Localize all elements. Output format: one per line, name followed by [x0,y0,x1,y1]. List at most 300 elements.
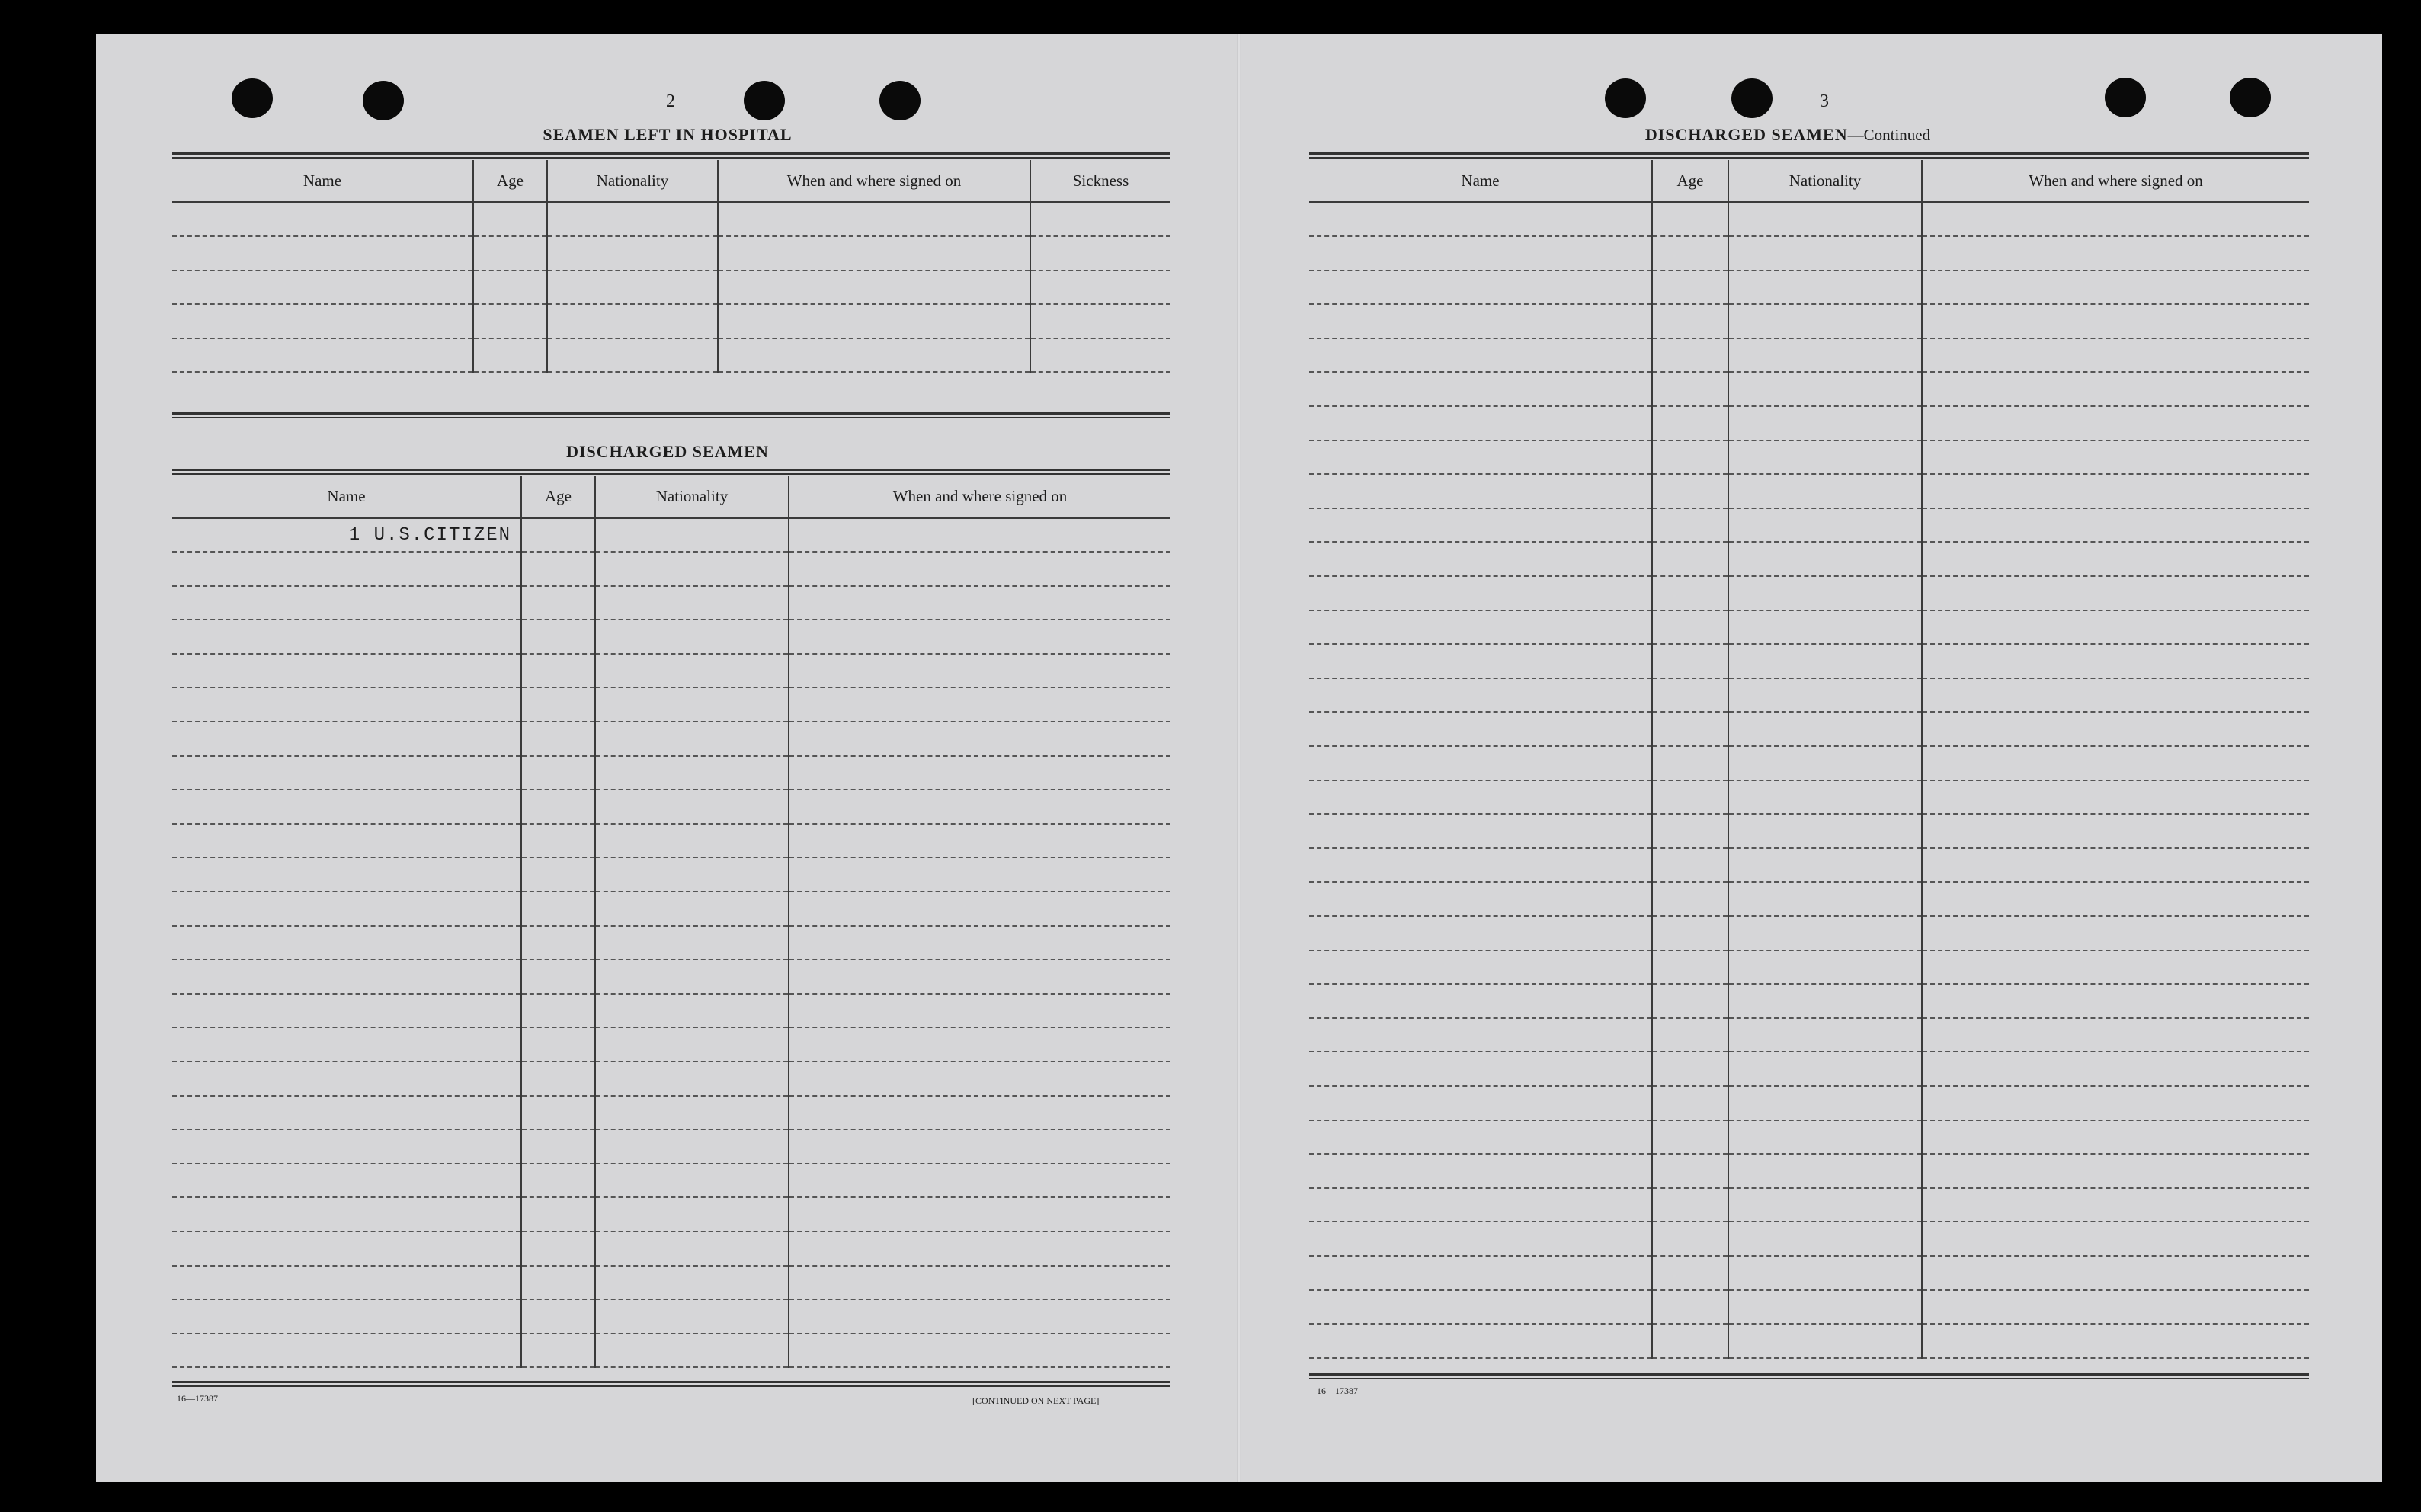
table-cell-signed_on [789,1197,1170,1232]
table-cell-age [521,1197,595,1232]
double-rule [172,412,1170,418]
table-cell-signed_on [789,654,1170,688]
table-cell-nationality [1728,236,1922,271]
table-cell-age [1652,610,1728,645]
table-cell-sickness [1030,236,1170,271]
table-row [172,1096,1170,1130]
table-cell-age [1652,576,1728,610]
table-cell-nationality [1728,372,1922,406]
table-cell-signed_on [718,304,1030,338]
table-cell-name [1309,916,1652,950]
table-cell-signed_on [1922,1222,2309,1256]
table-row [1309,950,2309,985]
table-row [172,1197,1170,1232]
table-row [172,1129,1170,1164]
table-row [172,790,1170,824]
table-cell-age [521,959,595,994]
table-cell-nationality [595,994,789,1028]
table-cell-nationality [1728,304,1922,338]
table-cell-name [1309,1052,1652,1086]
table-cell-name [172,236,473,271]
punch-hole-icon [744,81,785,120]
table-cell-signed_on [1922,984,2309,1018]
table-cell-signed_on [1922,1018,2309,1052]
table-cell-nationality [595,1232,789,1266]
table-cell-nationality [595,586,789,620]
table-cell-name [172,994,521,1028]
table-cell-name [172,1062,521,1096]
table-cell-age [521,1027,595,1062]
table-cell-nationality [1728,780,1922,815]
table-row [172,722,1170,756]
table-row [1309,678,2309,713]
table-cell-signed_on [1922,203,2309,237]
table-row [1309,1256,2309,1290]
table-cell-signed_on [1922,304,2309,338]
table-row [172,1334,1170,1368]
table-cell-name [1309,203,1652,237]
table-row [1309,1120,2309,1155]
table-cell-age [1652,1086,1728,1120]
table-cell-signed_on [1922,780,2309,815]
table-row [172,1299,1170,1334]
table-cell-nationality [1728,542,1922,576]
table-cell-signed_on [789,1027,1170,1062]
table-cell-nationality [595,959,789,994]
table-cell-name [1309,236,1652,271]
table-cell-name [1309,984,1652,1018]
table-cell-age [1652,712,1728,746]
table-header-row [172,160,1170,203]
table-cell-nationality [595,518,789,553]
table-cell-name [172,271,473,305]
table-cell-name [1309,712,1652,746]
table-row [1309,508,2309,543]
table-cell-age [521,518,595,553]
table-cell-signed_on [1922,1324,2309,1358]
table-cell-name [172,1129,521,1164]
table-cell-nationality [595,1197,789,1232]
column-header-age: Age [521,476,595,518]
table-cell-age [1652,1120,1728,1155]
table-cell-nationality [595,824,789,858]
table-cell-nationality [1728,916,1922,950]
table-cell-name [172,654,521,688]
table-cell-name [172,552,521,586]
column-header-name: Name [172,160,473,203]
table-cell-nationality [547,203,718,237]
table-row [172,518,1170,553]
table-row [1309,712,2309,746]
table-row [172,1266,1170,1300]
page-number: 3 [1820,91,1829,111]
table-cell-age [521,824,595,858]
table-cell-signed_on [789,857,1170,892]
table-cell-signed_on [789,552,1170,586]
table-cell-age [1652,338,1728,373]
column-header-nationality: Nationality [547,160,718,203]
table-cell-name [1309,1324,1652,1358]
table-row [1309,304,2309,338]
continued-note: [CONTINUED ON NEXT PAGE] [972,1395,1100,1406]
table-cell-nationality [1728,848,1922,883]
table-cell-name [172,1232,521,1266]
table-cell-name [1309,746,1652,780]
table-cell-signed_on [1922,814,2309,848]
table-cell-name [172,959,521,994]
table-cell-name [1309,610,1652,645]
table-row [172,1164,1170,1198]
table-row [1309,746,2309,780]
table-cell-name [1309,271,1652,305]
table-cell-name [1309,1086,1652,1120]
column-header-signed-on: When and where signed on [718,160,1030,203]
table-cell-name [172,620,521,654]
table-cell-signed_on [789,1334,1170,1368]
table-cell-age [521,1334,595,1368]
section-title-discharged: DISCHARGED SEAMEN [566,442,769,461]
table-cell-age [473,304,547,338]
section-title-suffix: —Continued [1847,126,1931,144]
table-cell-name [1309,372,1652,406]
table-cell-nationality [1728,712,1922,746]
table-cell-signed_on [1922,610,2309,645]
table-cell-age [521,790,595,824]
table-row [172,687,1170,722]
table-cell-nationality [1728,1120,1922,1155]
table-row [1309,1154,2309,1188]
table-row [1309,1324,2309,1358]
table-cell-signed_on [1922,1052,2309,1086]
table-row [172,1062,1170,1096]
table-cell-nationality [1728,338,1922,373]
table-cell-signed_on [789,1232,1170,1266]
double-rule [1309,152,2309,159]
table-cell-name [1309,1154,1652,1188]
table-cell-age [473,203,547,237]
table-cell-age [1652,780,1728,815]
section-title-text: DISCHARGED SEAMEN [1644,125,1848,144]
table-cell-signed_on [789,1062,1170,1096]
table-cell-age [521,654,595,688]
table-cell-age [1652,1222,1728,1256]
table-cell-name: 1 U.S.CITIZEN [172,518,521,553]
table-cell-nationality [1728,882,1922,916]
table-cell-signed_on [789,1266,1170,1300]
column-header-age: Age [473,160,547,203]
table-cell-signed_on [789,824,1170,858]
table-cell-age [521,1266,595,1300]
table-cell-age [1652,508,1728,543]
table-cell-age [521,892,595,926]
table-row [1309,1188,2309,1222]
double-rule [172,1381,1170,1387]
table-cell-name [1309,508,1652,543]
table-row [172,1232,1170,1266]
table-row [172,994,1170,1028]
table-row [1309,576,2309,610]
table-cell-signed_on [1922,916,2309,950]
table-cell-name [1309,950,1652,985]
table-cell-age [1652,644,1728,678]
column-header-sickness: Sickness [1030,160,1170,203]
double-rule [1309,1373,2309,1379]
table-cell-signed_on [789,892,1170,926]
table-row [1309,474,2309,508]
table-cell-name [172,1096,521,1130]
table-cell-nationality [1728,440,1922,475]
table-cell-signed_on [1922,508,2309,543]
table-row [1309,848,2309,883]
table-cell-age [1652,440,1728,475]
table-cell-signed_on [789,518,1170,553]
table-cell-sickness [1030,271,1170,305]
table-row [172,1027,1170,1062]
table-cell-age [521,1062,595,1096]
table-cell-nationality [1728,1222,1922,1256]
table-row [1309,780,2309,815]
table-cell-name [172,304,473,338]
table-cell-signed_on [718,271,1030,305]
table-cell-nationality [1728,1324,1922,1358]
section-title-hospital: SEAMEN LEFT IN HOSPITAL [543,125,793,144]
table-cell-age [1652,814,1728,848]
table-cell-age [1652,848,1728,883]
table-cell-nationality [595,722,789,756]
table-cell-signed_on [1922,271,2309,305]
table-cell-nationality [595,1334,789,1368]
table-row [172,857,1170,892]
table-row [172,304,1170,338]
table-cell-nationality [1728,1154,1922,1188]
table-cell-age [521,687,595,722]
table-row [172,756,1170,790]
table-cell-age [473,338,547,373]
column-header-nationality: Nationality [1728,160,1922,203]
table-cell-nationality [547,338,718,373]
table-cell-nationality [595,552,789,586]
table-cell-age [521,620,595,654]
table-cell-signed_on [789,620,1170,654]
column-header-signed-on: When and where signed on [1922,160,2309,203]
table-cell-name [172,1197,521,1232]
table-row [172,959,1170,994]
table-cell-name [172,1027,521,1062]
document-sheet [96,34,2382,1482]
table-cell-name [1309,1018,1652,1052]
table-cell-name [172,1334,521,1368]
table-cell-nationality [595,1164,789,1198]
table-cell-name [1309,1290,1652,1325]
table-cell-nationality [1728,1256,1922,1290]
table-cell-signed_on [789,1299,1170,1334]
right-page [1239,34,2382,1482]
punch-hole-icon [2230,78,2271,117]
table-row [172,824,1170,858]
table-cell-nationality [1728,984,1922,1018]
table-cell-nationality [595,790,789,824]
table-cell-age [1652,1154,1728,1188]
hospital-table [172,160,1170,373]
punch-hole-icon [232,78,273,118]
table-cell-name [1309,1256,1652,1290]
table-cell-name [172,722,521,756]
section-title-discharged-continued [1597,125,1978,145]
table-cell-age [1652,746,1728,780]
table-cell-signed_on [789,959,1170,994]
table-row [1309,271,2309,305]
table-row [1309,236,2309,271]
table-cell-age [1652,916,1728,950]
table-row [172,620,1170,654]
table-row [1309,1290,2309,1325]
discharged-table [172,476,1170,1368]
table-cell-nationality [595,1266,789,1300]
table-cell-age [1652,542,1728,576]
table-cell-age [1652,1018,1728,1052]
table-cell-nationality [547,304,718,338]
table-cell-signed_on [789,756,1170,790]
table-cell-name [1309,1222,1652,1256]
table-cell-name [1309,1188,1652,1222]
table-cell-signed_on [789,722,1170,756]
table-cell-age [1652,1290,1728,1325]
table-cell-signed_on [1922,950,2309,985]
table-cell-signed_on [718,236,1030,271]
table-cell-signed_on [789,586,1170,620]
table-cell-signed_on [1922,576,2309,610]
table-cell-age [1652,950,1728,985]
table-cell-signed_on [1922,1290,2309,1325]
table-cell-age [473,271,547,305]
table-cell-name [172,687,521,722]
table-row [1309,916,2309,950]
table-row [1309,814,2309,848]
table-row [172,552,1170,586]
table-cell-signed_on [1922,712,2309,746]
table-cell-signed_on [789,1096,1170,1130]
table-cell-nationality [1728,610,1922,645]
table-cell-signed_on [789,687,1170,722]
column-header-age: Age [1652,160,1728,203]
table-cell-name [172,857,521,892]
table-cell-age [521,994,595,1028]
table-cell-signed_on [789,994,1170,1028]
table-cell-age [1652,406,1728,440]
column-header-name: Name [172,476,521,518]
column-header-signed-on: When and where signed on [789,476,1170,518]
table-row [172,654,1170,688]
table-row [1309,440,2309,475]
table-cell-signed_on [1922,474,2309,508]
table-row [1309,372,2309,406]
table-cell-name [1309,304,1652,338]
table-row [172,271,1170,305]
table-cell-nationality [595,892,789,926]
table-header-row [1309,160,2309,203]
table-cell-nationality [595,1062,789,1096]
table-row [1309,406,2309,440]
table-cell-age [1652,984,1728,1018]
table-cell-name [172,756,521,790]
table-cell-nationality [1728,746,1922,780]
table-cell-age [1652,1324,1728,1358]
table-cell-name [1309,644,1652,678]
table-cell-signed_on [718,338,1030,373]
table-cell-age [521,926,595,960]
table-row [172,892,1170,926]
punch-hole-icon [1731,78,1773,118]
table-cell-nationality [1728,1052,1922,1086]
table-cell-age [1652,203,1728,237]
table-cell-age [1652,1188,1728,1222]
table-cell-age [1652,271,1728,305]
table-cell-name [1309,882,1652,916]
table-cell-signed_on [789,926,1170,960]
table-cell-signed_on [1922,882,2309,916]
table-cell-signed_on [1922,338,2309,373]
table-cell-name [172,1164,521,1198]
table-cell-signed_on [1922,542,2309,576]
punch-hole-icon [879,81,921,120]
table-cell-age [521,552,595,586]
table-cell-age [521,722,595,756]
table-cell-name [1309,1120,1652,1155]
table-cell-nationality [1728,508,1922,543]
table-cell-signed_on [1922,644,2309,678]
table-cell-signed_on [1922,1256,2309,1290]
table-row [1309,542,2309,576]
table-cell-nationality [595,1299,789,1334]
table-cell-name [172,1266,521,1300]
table-cell-signed_on [789,790,1170,824]
page-number: 2 [666,91,675,111]
table-row [1309,203,2309,237]
table-cell-signed_on [1922,372,2309,406]
table-cell-nationality [595,1096,789,1130]
table-cell-nationality [1728,1086,1922,1120]
table-cell-age [473,236,547,271]
table-cell-age [1652,372,1728,406]
punch-hole-icon [2105,78,2146,117]
table-row [1309,882,2309,916]
table-cell-age [521,756,595,790]
table-cell-signed_on [1922,1154,2309,1188]
table-cell-nationality [1728,474,1922,508]
table-cell-age [1652,1052,1728,1086]
table-cell-name [172,790,521,824]
table-cell-nationality [1728,1188,1922,1222]
table-cell-signed_on [1922,678,2309,713]
table-cell-nationality [595,857,789,892]
table-cell-name [172,338,473,373]
table-cell-age [521,1299,595,1334]
double-rule [172,152,1170,159]
table-cell-nationality [1728,271,1922,305]
table-cell-age [521,1232,595,1266]
table-cell-name [172,203,473,237]
table-cell-nationality [1728,1290,1922,1325]
table-cell-name [172,824,521,858]
table-cell-age [1652,474,1728,508]
table-cell-nationality [1728,644,1922,678]
table-cell-age [521,1096,595,1130]
table-cell-age [521,586,595,620]
table-cell-name [1309,576,1652,610]
table-cell-signed_on [1922,1086,2309,1120]
table-cell-signed_on [1922,1120,2309,1155]
table-cell-nationality [595,756,789,790]
